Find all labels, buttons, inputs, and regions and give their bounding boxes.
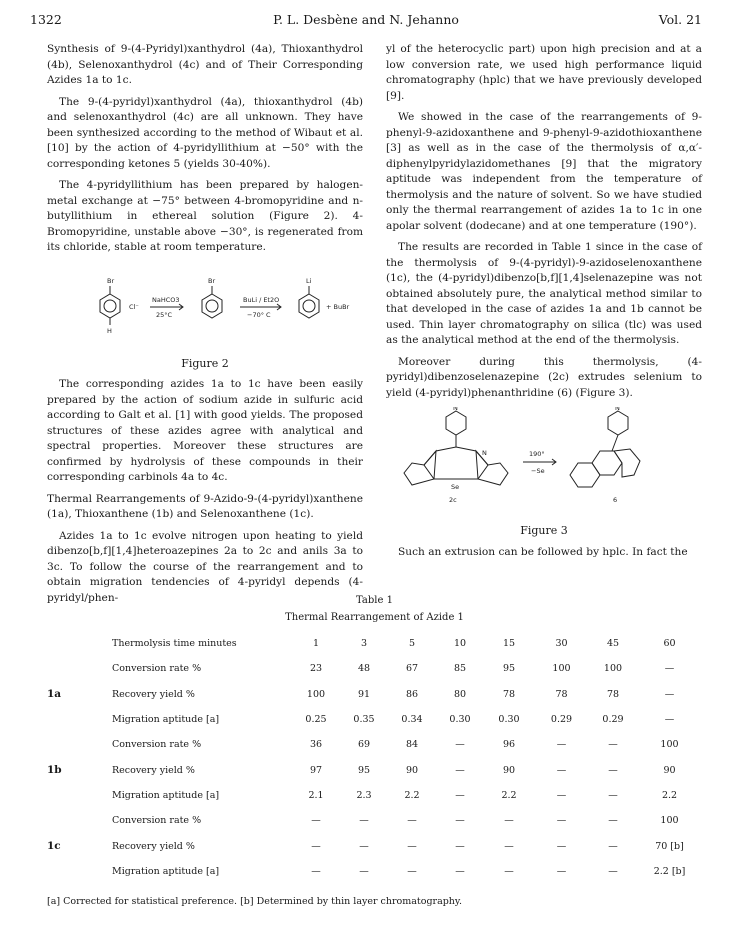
compound-group-label: 1a: [47, 688, 62, 701]
table-cell: 70 [b]: [655, 840, 684, 852]
paragraph: The corresponding azides 1a to 1c have been easily prepared by the action of sodium azide in sulfuric acid according to Galt et al. [1] with good yields. The proposed structures of these azides agree with analytical and spectral properties. Moreover these structures are confirmed by hydrolysis of these compounds in their corresponding carbinols 4a to 4c.: [47, 378, 363, 483]
compound-group-label: 1c: [47, 840, 61, 853]
paragraph: We showed in the case of the rearrangements of 9-phenyl-9-azidoxanthene and 9-phenyl-9-azidothioxanthene [3] as well as in the case of the thermolysis of α,α′-diphenylpyridylazidomethanes [9] that the migratory aptitude was independent from the temperature of thermolysis and the nature of solvent. So we have studied only the thermal rearrangement of azides 1a to 1c in one apolar solvent (dodecane) and at one temperature (190°).: [386, 111, 702, 232]
condition-190: 190°: [529, 450, 545, 458]
azepine-ring: [424, 447, 488, 479]
row-label: Migration aptitude [a]: [112, 789, 220, 801]
paragraph: The 9-(4-pyridyl)xanthydrol (4a), thioxanthydrol (4b) and selenoxanthydrol (4c) are all unknown. They have been synthesized according to the method of Wibaut et al. [10] by the action of 4-pyridyllithium at −50° with the corresponding ketones 5 (yields 30-40%).: [47, 95, 363, 170]
selenium-extrusion: −Se: [531, 467, 545, 475]
table-cell: —: [311, 815, 321, 827]
table-row: [47, 757, 702, 782]
benzo-ring-right: [614, 449, 640, 477]
table-cell: 91: [357, 688, 371, 700]
table-cell: —: [608, 865, 618, 877]
table-cell: 2.2: [501, 789, 517, 801]
table-row: [47, 732, 702, 757]
byproduct-bubr: + BuBr: [326, 302, 350, 311]
paragraph: The 4-pyridyllithium has been prepared by halogen-metal exchange at −75° between 4-bromopyridine and n-butyllithium in ethereal solution (Figure 2). 4-Bromopyridine, unstable above −30°, is regenerated from its chloride, stable at room temperature.: [47, 179, 363, 253]
table-subtitle: Thermal Rearrangement of Azide 1: [285, 612, 464, 623]
time-header: 30: [555, 638, 568, 650]
table-cell: 0.30: [449, 714, 471, 726]
br-label: Br: [208, 276, 216, 285]
row-label: Conversion rate %: [112, 815, 202, 827]
table-cell: 85: [453, 663, 467, 675]
table-cell: —: [455, 789, 465, 801]
table-cell: —: [664, 688, 675, 700]
condition-minus70: −70° C: [247, 310, 271, 319]
table-cell: 100: [660, 739, 679, 751]
table-cell: 90: [405, 764, 419, 776]
chloride-anion: Cl⁻: [129, 302, 139, 311]
table-cell: 0.35: [353, 714, 375, 726]
paragraph: Moreover during this thermolysis, (4-pyridyl)dibenzoselenazepine (2c) extrudes selenium to yield (4-pyridyl)phenanthridine (6) (Figure 3).: [386, 355, 702, 399]
table-cell: —: [664, 663, 675, 675]
section-heading-rearrangements: Thermal Rearrangements of 9-Azido-9-(4-pyridyl)xanthene (1a), Thioxanthene (1b) and Selenoxanthene (1c).: [47, 492, 363, 520]
table-cell: 100: [660, 815, 679, 827]
time-header: 1: [312, 638, 320, 650]
table-cell: 2.2 [b]: [653, 865, 686, 877]
table-cell: —: [407, 865, 417, 877]
table-row: [47, 808, 702, 833]
table-cell: 100: [603, 663, 623, 675]
table-cell: 78: [502, 688, 516, 700]
running-authors: P. L. Desbène and N. Jehanno: [273, 12, 459, 27]
table-cell: 2.2: [404, 789, 420, 801]
table-cell: —: [556, 739, 567, 751]
pyridyl-ring: [446, 411, 466, 435]
table-cell: 78: [555, 688, 568, 700]
h-label: H: [107, 326, 112, 335]
table-cell: —: [407, 815, 417, 827]
table-cell: —: [556, 815, 567, 827]
pyridine-ring: [202, 294, 222, 318]
table-footnote: [a] Corrected for statistical preference. [b] Determined by thin layer chromatography.: [47, 896, 463, 907]
table-row: [47, 859, 702, 884]
table-cell: 78: [606, 688, 620, 700]
time-header: 45: [606, 638, 620, 650]
row-label: Conversion rate %: [112, 663, 202, 675]
table-cell: —: [608, 815, 618, 827]
table-cell: 2.3: [356, 789, 372, 801]
table-cell: —: [455, 739, 465, 751]
table-cell: 0.29: [602, 714, 624, 726]
table-row: [47, 656, 702, 681]
table-cell: —: [359, 840, 369, 852]
table-cell: —: [455, 840, 465, 852]
n-label: N: [482, 449, 487, 457]
n-label: N: [453, 407, 458, 412]
table-cell: —: [608, 840, 618, 852]
table-cell: 0.29: [550, 714, 573, 726]
benzo-ring-right: [476, 451, 508, 485]
table-cell: 96: [502, 739, 516, 751]
figure-2-scheme: [47, 262, 363, 354]
pyridyl-ring: [608, 411, 628, 435]
section-heading-synthesis: Synthesis of 9-(4-Pyridyl)xanthydrol (4a), Thioxanthydrol (4b), Selenoxanthydrol (4c) and of Their Corresponding Azides 1a to 1c.: [47, 43, 363, 86]
row-label: Recovery yield %: [112, 688, 195, 700]
page-number: 1322: [30, 12, 62, 27]
table-cell: —: [608, 764, 618, 776]
table-cell: 0.30: [498, 714, 520, 726]
benzo-ring-left: [570, 463, 600, 487]
figure-2: [47, 262, 363, 354]
table-header-row: [47, 631, 702, 656]
table-cell: 86: [405, 688, 419, 700]
time-header: 15: [502, 638, 516, 650]
table-cell: —: [504, 865, 514, 877]
time-header: 3: [360, 638, 368, 650]
row-label: Recovery yield %: [112, 764, 195, 776]
volume-label: Vol. 21: [658, 12, 702, 27]
table-1: [47, 595, 702, 884]
table-cell: —: [455, 764, 465, 776]
table-cell: —: [608, 789, 618, 801]
table-cell: —: [608, 739, 618, 751]
benzo-ring-left: [404, 451, 436, 485]
se-label: Se: [451, 483, 460, 491]
table-cell: 90: [502, 764, 516, 776]
table-cell: —: [311, 865, 321, 877]
row-label: Migration aptitude [a]: [112, 865, 220, 877]
data-table: [47, 631, 702, 884]
time-header: 5: [408, 638, 416, 650]
paragraph: Azides 1a to 1c evolve nitrogen upon heating to yield dibenzo[b,f][1,4]heteroazepines 2a to 2c and anils 3a to 3c. To follow the course of the rearrangement and to obtain migration tendencies of 4-pyridyl depends (4-pyridyl/phen-: [47, 529, 363, 604]
paragraph: The results are recorded in Table 1 since in the case of the thermolysis of 9-(4-pyridyl)-9-azidoselenoxanthene (1c), the (4-pyridyl)dibenzo[b,f][1,4]selenazepine was not obtained absolutely pure, the analytical method similar to that developed in the case of azides 1a and 1b cannot be used. Thin layer chromatography on silica (tlc) was used as the analytical method at the end of the thermolysis.: [386, 241, 702, 346]
compound-2c-label: 2c: [449, 496, 457, 504]
reagent-buli: BuLi / Et2O: [243, 295, 280, 304]
figure-2-caption: Figure 2: [181, 356, 229, 370]
table-cell: 97: [309, 764, 323, 776]
table-row: [47, 682, 702, 707]
time-header: 60: [663, 638, 676, 650]
table-cell: —: [455, 815, 465, 827]
pyridinium-ring: [100, 294, 120, 318]
right-column: [386, 42, 702, 566]
table-cell: —: [359, 815, 369, 827]
table-cell: —: [556, 840, 567, 852]
running-header: [30, 12, 702, 30]
li-label: Li: [306, 276, 312, 285]
table-cell: 80: [453, 688, 467, 700]
table-cell: —: [664, 714, 675, 726]
figure-3-scheme: [386, 407, 702, 519]
br-label: Br: [107, 276, 115, 285]
left-column: [47, 42, 363, 612]
table-cell: —: [359, 865, 369, 877]
table-row: [47, 783, 702, 808]
time-header: 10: [453, 638, 467, 650]
table-cell: 2.1: [308, 789, 324, 801]
table-cell: —: [556, 865, 567, 877]
table-cell: 84: [405, 739, 419, 751]
condition-25c: 25°C: [156, 310, 173, 319]
table-cell: 0.25: [305, 714, 327, 726]
table-row: [47, 833, 702, 858]
table-cell: 2.2: [661, 789, 678, 801]
table-cell: 36: [309, 739, 323, 751]
table-cell: 100: [552, 663, 571, 675]
table-cell: —: [556, 789, 567, 801]
compound-6-label: 6: [613, 496, 618, 504]
table-cell: 95: [502, 663, 516, 675]
table-cell: —: [504, 815, 514, 827]
table-row: [47, 707, 702, 732]
reagent-nahco3: NaHCO3: [152, 295, 180, 304]
table-cell: —: [504, 840, 514, 852]
table-cell: 48: [357, 663, 371, 675]
n-label: N: [615, 407, 620, 412]
table-cell: 69: [357, 739, 371, 751]
compound-group-label: 1b: [47, 764, 62, 777]
central-ring: [592, 451, 622, 475]
table-cell: —: [455, 865, 465, 877]
paragraph: yl of the heterocyclic part) upon high precision and at a low conversion rate, we used high performance liquid chromatography (hplc) that we have previously developed [9].: [386, 43, 702, 102]
table-cell: 90: [663, 764, 676, 776]
table-cell: 67: [405, 663, 419, 675]
table-cell: 95: [357, 764, 371, 776]
paragraph: Such an extrusion can be followed by hplc. In fact the: [398, 545, 688, 558]
table-cell: —: [556, 764, 567, 776]
table-cell: 0.34: [401, 714, 423, 726]
table-cell: 23: [309, 663, 323, 675]
table-cell: —: [407, 840, 417, 852]
figure-3: [386, 407, 702, 519]
table-cell: 100: [306, 688, 326, 700]
row-label: Migration aptitude [a]: [112, 714, 220, 726]
pyridyllithium-ring: [299, 294, 319, 318]
row-label: Conversion rate %: [112, 739, 202, 751]
figure-3-caption: Figure 3: [520, 524, 568, 537]
row-label: Recovery yield %: [112, 840, 195, 852]
header-label: Thermolysis time minutes: [112, 638, 237, 650]
table-title: Table 1: [356, 595, 393, 606]
table-cell: —: [311, 840, 321, 852]
